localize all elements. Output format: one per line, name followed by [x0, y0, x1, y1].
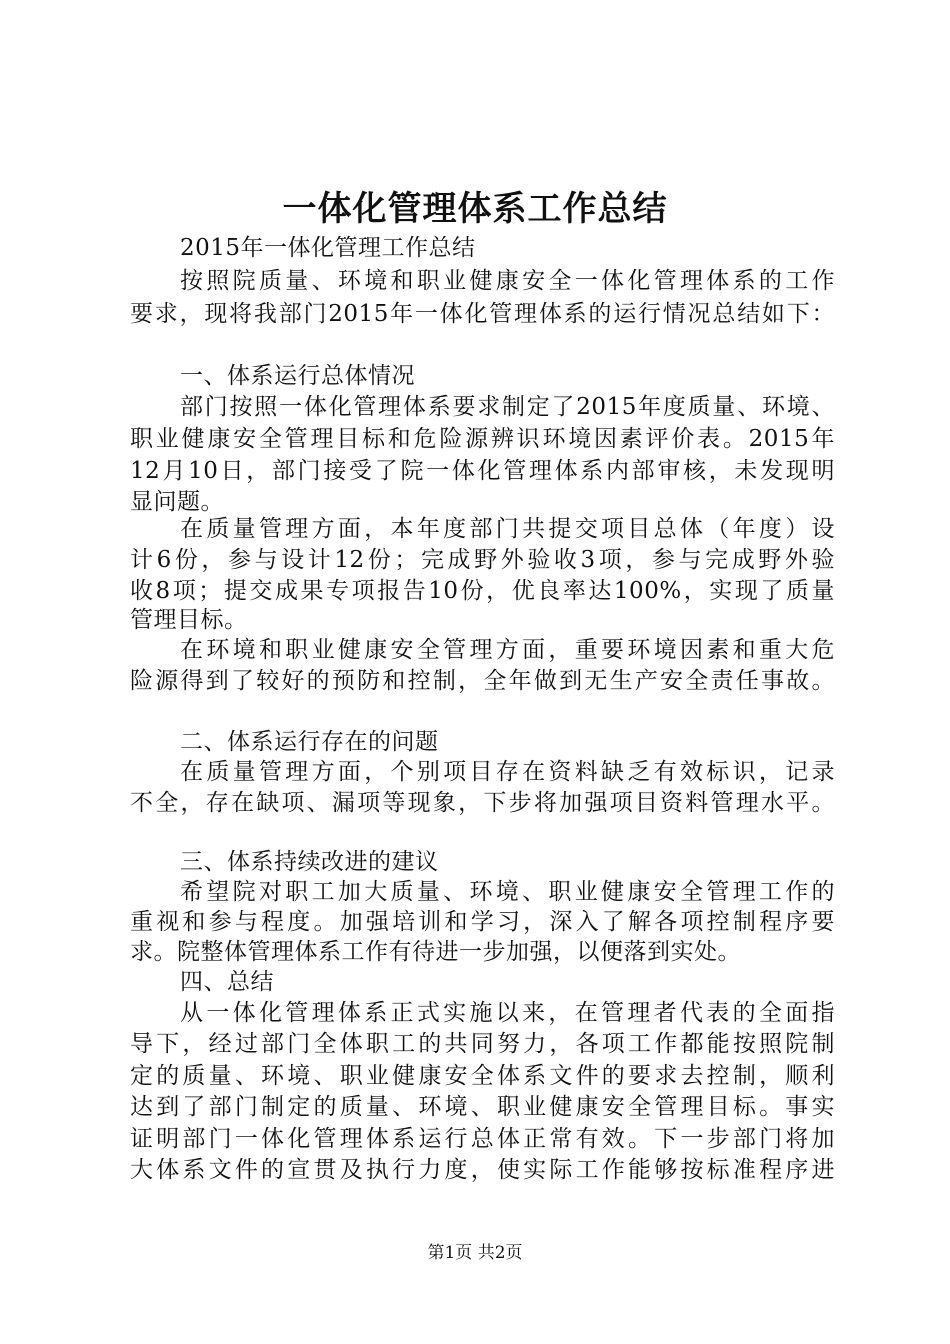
body-line: 按照院质量、环境和职业健康安全一体化管理体系的工作 [180, 268, 835, 294]
body-line: 导下，经过部门全体职工的共同努力，各项工作都能按照院制 [130, 1031, 835, 1057]
body-line: 计6份，参与设计12份；完成野外验收3项，参与完成野外验 [130, 547, 835, 573]
document-title: 一体化管理体系工作总结 [282, 189, 668, 229]
section-heading-3: 三、体系持续改进的建议 [180, 849, 439, 875]
body-line: 险源得到了较好的预防和控制，全年做到无生产安全责任事故。 [130, 668, 835, 694]
section-heading-4: 四、总结 [180, 969, 274, 995]
body-line: 部门按照一体化管理体系要求制定了2015年度质量、环境、 [180, 394, 835, 420]
body-line: 希望院对职工加大质量、环境、职业健康安全管理工作的 [180, 879, 835, 905]
body-line: 重视和参与程度。加强培训和学习，深入了解各项控制程序要 [130, 909, 835, 935]
body-line: 管理目标。 [130, 607, 248, 633]
body-line: 显问题。 [130, 489, 224, 515]
body-line: 不全，存在缺项、漏项等现象，下步将加强项目资料管理水平。 [130, 790, 835, 816]
body-line: 在环境和职业健康安全管理方面，重要环境因素和重大危 [180, 637, 835, 663]
body-line: 收8项；提交成果专项报告10份，优良率达100%，实现了质量 [130, 578, 835, 604]
body-line: 从一体化管理体系正式实施以来，在管理者代表的全面指 [180, 1000, 835, 1026]
body-line: 证明部门一体化管理体系运行总体正常有效。下一步部门将加 [130, 1126, 835, 1152]
section-heading-1: 一、体系运行总体情况 [180, 363, 415, 389]
page-number-footer: 第1页 共2页 [427, 1243, 523, 1263]
subtitle-line: 2015年一体化管理工作总结 [180, 235, 476, 261]
body-line: 求。院整体管理体系工作有待进一步加强，以便落到实处。 [130, 939, 741, 965]
body-line: 大体系文件的宣贯及执行力度，使实际工作能够按标准程序进 [130, 1157, 835, 1183]
body-line: 在质量管理方面，本年度部门共提交项目总体（年度）设 [180, 516, 835, 542]
body-line: 在质量管理方面，个别项目存在资料缺乏有效标识，记录 [180, 759, 835, 785]
body-line: 12月10日，部门接受了院一体化管理体系内部审核，未发现明 [130, 458, 835, 484]
body-line: 职业健康安全管理目标和危险源辨识环境因素评价表。2015年 [130, 426, 835, 452]
body-line: 达到了部门制定的质量、环境、职业健康安全管理目标。事实 [130, 1094, 835, 1120]
body-line: 定的质量、环境、职业健康安全体系文件的要求去控制，顺利 [130, 1063, 835, 1089]
body-line: 要求，现将我部门2015年一体化管理体系的运行情况总结如下： [130, 301, 835, 327]
section-heading-2: 二、体系运行存在的问题 [180, 729, 439, 755]
